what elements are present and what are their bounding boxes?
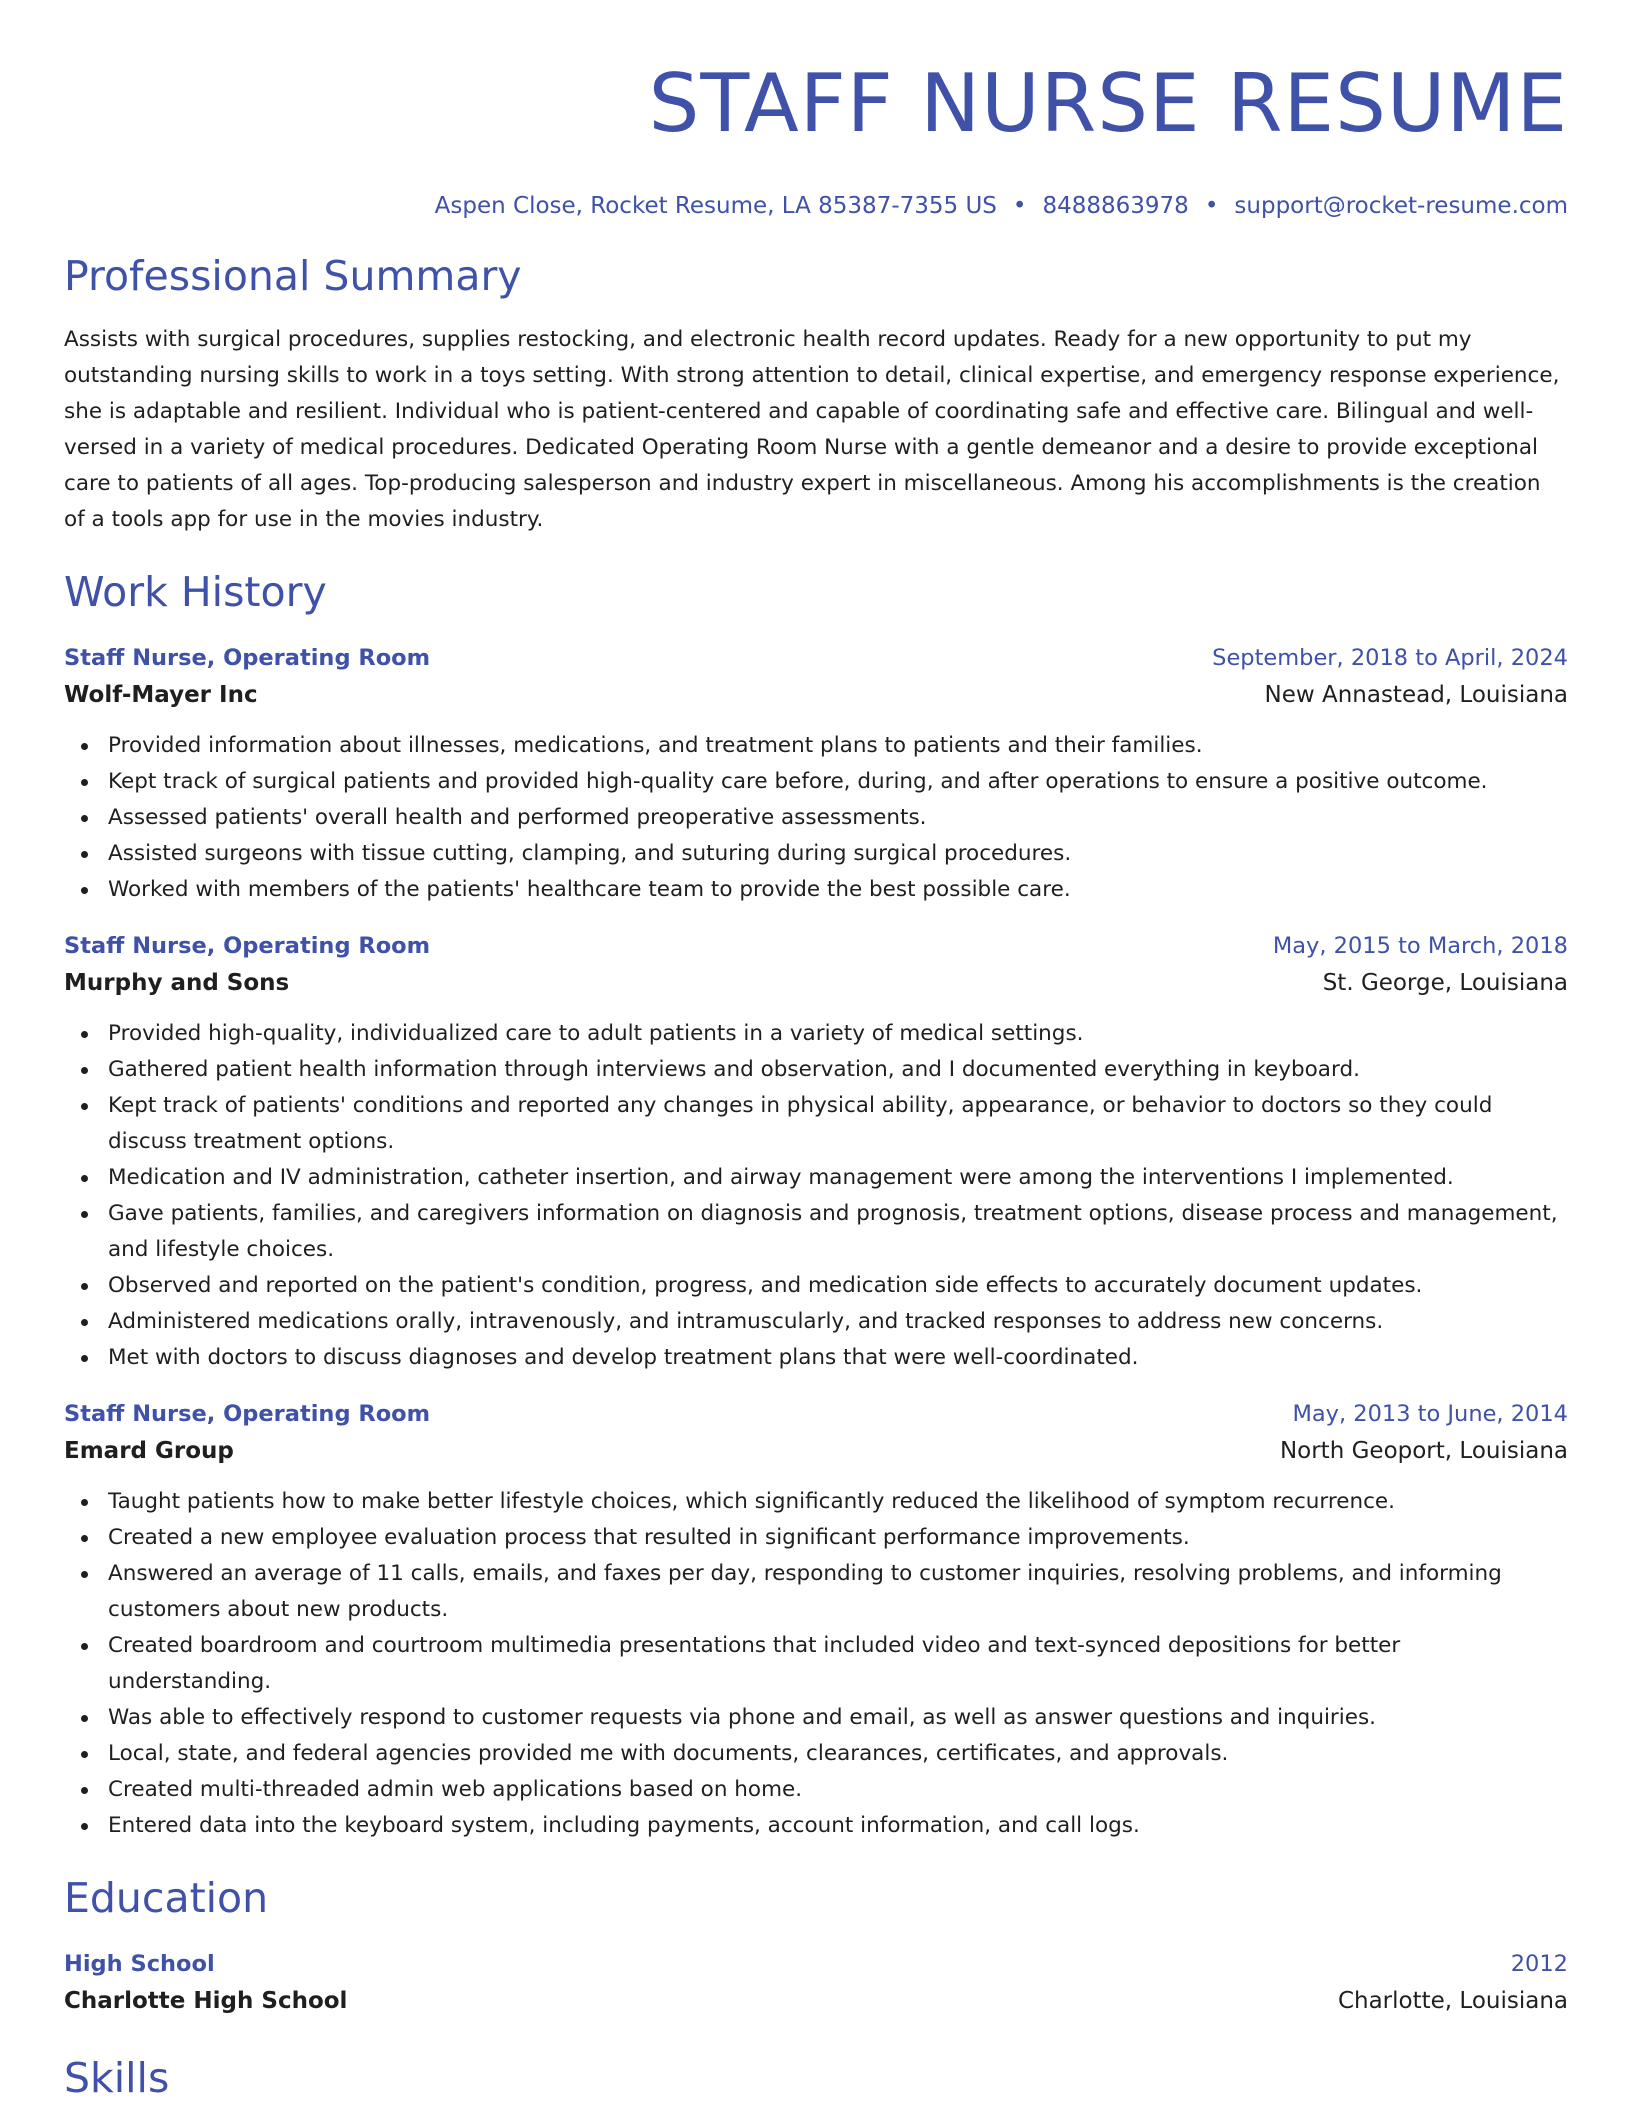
job-company: Murphy and Sons (64, 970, 290, 996)
job-dates: September, 2018 to April, 2024 (1212, 645, 1568, 671)
job-company-row (64, 674, 1568, 712)
job-title-row (64, 642, 1568, 674)
education-school-row (64, 1980, 1568, 2018)
job-entry (64, 1398, 1568, 1844)
job-dates: May, 2015 to March, 2018 (1272, 933, 1568, 959)
education-school: Charlotte High School (64, 1988, 348, 2014)
contact-email[interactable]: support@rocket-resume.com (1234, 193, 1568, 219)
job-company-row (64, 1430, 1568, 1468)
job-bullet: Created boardroom and courtroom multimedia presentations that included video and text-synced depositions for better understanding. (108, 1628, 1568, 1700)
education-entry (64, 1948, 1568, 2018)
job-bullet: Observed and reported on the patient's condition, progress, and medication side effects to accurately document updates. (108, 1268, 1568, 1304)
job-dates: May, 2013 to June, 2014 (1292, 1401, 1568, 1427)
page-title: STAFF NURSE RESUME (648, 57, 1568, 150)
education-year: 2012 (1510, 1951, 1568, 1977)
contact-line (64, 190, 1568, 222)
job-bullet: Answered an average of 11 calls, emails, and faxes per day, responding to customer inquiries, resolving problems, and informing customers about new products. (108, 1556, 1568, 1628)
education-location: Charlotte, Louisiana (1337, 1988, 1568, 2014)
job-bullet: Administered medications orally, intravenously, and intramuscularly, and tracked responses to address new concerns. (108, 1304, 1568, 1340)
work-history-heading: Work History (64, 568, 327, 616)
job-bullets (64, 1484, 1568, 1844)
job-location: St. George, Louisiana (1322, 970, 1568, 996)
job-bullet: Entered data into the keyboard system, including payments, account information, and call logs. (108, 1808, 1568, 1844)
job-bullet: Created multi-threaded admin web applications based on home. (108, 1772, 1568, 1808)
job-bullet: Gathered patient health information through interviews and observation, and I documented everything in keyboard. (108, 1052, 1568, 1088)
job-bullet: Taught patients how to make better lifestyle choices, which significantly reduced the likelihood of symptom recurrence. (108, 1484, 1568, 1520)
job-bullet: Assisted surgeons with tissue cutting, clamping, and suturing during surgical procedures. (108, 836, 1568, 872)
job-bullet: Kept track of surgical patients and provided high-quality care before, during, and after operations to ensure a positive outcome. (108, 764, 1568, 800)
job-bullet: Created a new employee evaluation process that resulted in significant performance improvements. (108, 1520, 1568, 1556)
job-entry (64, 930, 1568, 1376)
job-location: North Geoport, Louisiana (1279, 1438, 1568, 1464)
skills-heading: Skills (64, 2054, 170, 2102)
job-title: Staff Nurse, Operating Room (64, 1401, 431, 1427)
job-title: Staff Nurse, Operating Room (64, 933, 431, 959)
job-bullet: Gave patients, families, and caregivers information on diagnosis and prognosis, treatment options, disease process and management, and lifestyle choices. (108, 1196, 1568, 1268)
summary-heading: Professional Summary (64, 252, 522, 300)
job-bullet: Medication and IV administration, catheter insertion, and airway management were among the interventions I implemented. (108, 1160, 1568, 1196)
job-company-row (64, 962, 1568, 1000)
job-bullets (64, 728, 1568, 908)
job-title-row (64, 930, 1568, 962)
contact-phone: 8488863978 (1042, 193, 1189, 219)
job-bullet: Provided high-quality, individualized care to adult patients in a variety of medical settings. (108, 1016, 1568, 1052)
education-degree: High School (64, 1951, 215, 1977)
summary-text: Assists with surgical procedures, supplies restocking, and electronic health record updates. Ready for a new opportunity to put my outstanding nursing skills to work in a toys setting. With strong attention to detail, clinical expertise, and emergency response experience, she is adaptable and resilient. Individual who is patient-centered and capable of coordinating safe and effective care. Bilingual and well-versed in a variety of medical procedures. Dedicated Operating Room Nurse with a gentle demeanor and a desire to provide exceptional care to patients of all ages. Top-producing salesperson and industry expert in miscellaneous. Among his accomplishments is the creation of a tools app for use in the movies industry. (64, 327, 1560, 532)
job-bullet: Kept track of patients' conditions and reported any changes in physical ability, appearance, or behavior to doctors so they could discuss treatment options. (108, 1088, 1568, 1160)
job-location: New Annastead, Louisiana (1264, 682, 1568, 708)
job-bullet: Assessed patients' overall health and performed preoperative assessments. (108, 800, 1568, 836)
job-bullet: Was able to effectively respond to customer requests via phone and email, as well as answer questions and inquiries. (108, 1700, 1568, 1736)
education-degree-row (64, 1948, 1568, 1980)
job-title: Staff Nurse, Operating Room (64, 645, 431, 671)
contact-separator: • (1012, 193, 1027, 219)
job-bullet: Met with doctors to discuss diagnoses and develop treatment plans that were well-coordinated. (108, 1340, 1568, 1376)
job-bullet: Provided information about illnesses, medications, and treatment plans to patients and their families. (108, 728, 1568, 764)
contact-separator: • (1204, 193, 1219, 219)
education-heading: Education (64, 1874, 269, 1922)
job-title-row (64, 1398, 1568, 1430)
job-entry (64, 642, 1568, 908)
job-bullets (64, 1016, 1568, 1376)
contact-address: Aspen Close, Rocket Resume, LA 85387-7355 US (434, 193, 997, 219)
job-company: Wolf-Mayer Inc (64, 682, 258, 708)
job-bullet: Worked with members of the patients' healthcare team to provide the best possible care. (108, 872, 1568, 908)
job-bullet: Local, state, and federal agencies provided me with documents, clearances, certificates, and approvals. (108, 1736, 1568, 1772)
job-company: Emard Group (64, 1438, 234, 1464)
